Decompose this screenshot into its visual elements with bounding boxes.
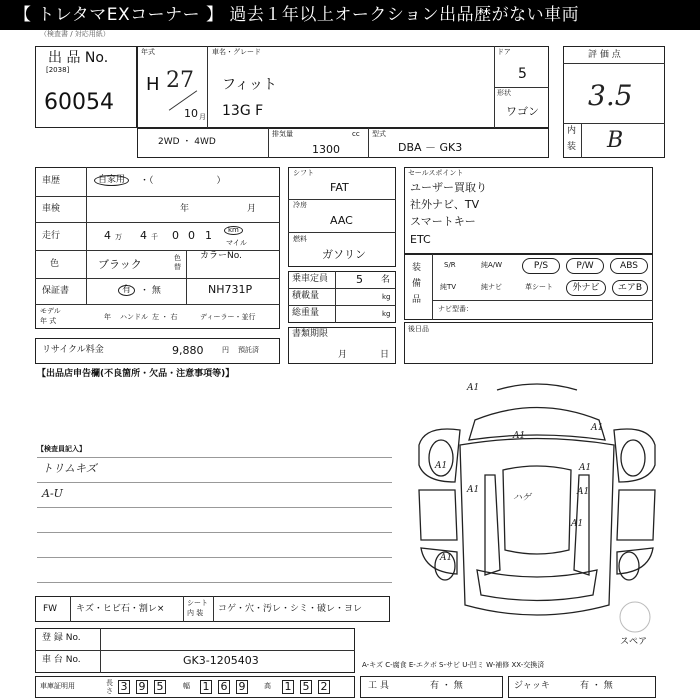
capacity-unit: 名 bbox=[381, 275, 391, 285]
interior-items: コゲ・穴・汚レ・シミ・破レ・ヨレ bbox=[218, 604, 363, 614]
ac-label: 冷房 bbox=[293, 201, 307, 209]
recycle-value: 9,880 bbox=[172, 344, 204, 357]
equip-alloy: 純A/W bbox=[481, 261, 503, 269]
doc-deadline-month: 月 bbox=[338, 350, 348, 360]
car-damage-diagram bbox=[405, 370, 670, 630]
warranty-label: 保証書 bbox=[42, 286, 70, 296]
diagram-mark-3: A1 bbox=[591, 423, 604, 433]
width-digit-3: 9 bbox=[236, 680, 248, 694]
declaration-label: 【出品店申告欄(不良箇所・欠品・注意事項等)】 bbox=[37, 369, 235, 379]
diagram-mark-10: ハゲ bbox=[513, 493, 532, 503]
recycle-note: 預託済 bbox=[238, 346, 259, 354]
shift-value: FAT bbox=[330, 181, 349, 194]
doors-value: 5 bbox=[518, 66, 527, 82]
capacity-label: 乗車定員 bbox=[292, 274, 329, 284]
gross-unit: kg bbox=[382, 310, 391, 318]
inspector-label: 【検査員記入】 bbox=[37, 445, 86, 453]
model-grade: 13G F bbox=[222, 103, 264, 119]
displacement-unit: cc bbox=[352, 130, 360, 138]
equip-pw: P/W bbox=[566, 258, 604, 274]
shift-label: シフト bbox=[293, 169, 314, 177]
shape-label: 形状 bbox=[497, 89, 511, 97]
mileage-digit-3: 1 bbox=[205, 229, 212, 242]
history-label: 車歴 bbox=[42, 176, 61, 186]
diagram-mark-9: A1 bbox=[571, 519, 584, 529]
handle-label: ハンドル bbox=[120, 313, 148, 321]
page-banner: 【 トレタマEXコーナー 】 過去１年以上オークション出品歴がない車両 bbox=[0, 0, 700, 30]
load-label: 積載量 bbox=[292, 291, 320, 301]
year-era: H bbox=[146, 74, 160, 95]
interior-label-2: 装 bbox=[567, 142, 577, 152]
equip-airbag: エアB bbox=[612, 280, 648, 296]
damage-legend: A-キズ C-腐食 E-エクボ S-サビ U-凹ミ W-補修 XX-交換済 bbox=[362, 661, 545, 669]
height-digit-2: 5 bbox=[300, 680, 312, 694]
type-value: DBA － GK3 bbox=[398, 141, 463, 154]
tools-value: 有 ・ 無 bbox=[430, 681, 463, 691]
sales-point-1: ユーザー買取り bbox=[410, 181, 487, 194]
warranty-yes: 有 bbox=[118, 285, 135, 296]
score-value: 3.5 bbox=[588, 79, 633, 112]
year-label: 年式 bbox=[141, 48, 155, 56]
equip-tv: 純TV bbox=[440, 283, 457, 291]
load-unit: kg bbox=[382, 293, 391, 301]
model-year-label-2: 年 式 bbox=[40, 317, 57, 325]
type-label: 型式 bbox=[372, 130, 386, 138]
aftermarket-label: 後日品 bbox=[408, 325, 429, 333]
diagram-mark-8: A1 bbox=[440, 553, 453, 563]
mileage-sen-unit: 千 bbox=[151, 233, 158, 241]
mileage-man: 4 bbox=[104, 229, 111, 242]
drive-type: 2WD ・ 4WD bbox=[158, 137, 216, 147]
equip-leather: 革シート bbox=[525, 283, 553, 291]
doc-deadline-day: 日 bbox=[380, 350, 390, 360]
ac-value: AAC bbox=[330, 214, 353, 227]
year-month-unit: 月 bbox=[199, 113, 206, 121]
warranty-no: ・ 無 bbox=[140, 286, 161, 296]
equipment-label-2: 備 bbox=[412, 279, 422, 289]
lot-number: 60054 bbox=[44, 90, 114, 115]
color-repaint: 色替 bbox=[174, 254, 181, 271]
mileage-sen: 4 bbox=[140, 229, 147, 242]
fw-label: FW bbox=[43, 604, 58, 614]
model-label: 車名・グレード bbox=[212, 48, 261, 56]
interior-grade: B bbox=[607, 128, 624, 153]
diagram-mark-1: A1 bbox=[467, 383, 480, 393]
year-value: 27 bbox=[166, 68, 194, 93]
inspector-note-2: A-U bbox=[42, 487, 63, 500]
mileage-digit-2: 0 bbox=[188, 229, 195, 242]
fuel-label: 燃料 bbox=[293, 235, 307, 243]
recycle-unit: 円 bbox=[222, 346, 229, 354]
color-code-label: カラーNo. bbox=[200, 251, 242, 261]
shape-value: ワゴン bbox=[506, 105, 539, 118]
equip-sr: S/R bbox=[444, 261, 456, 269]
tools-label: 工 具 bbox=[368, 681, 389, 691]
equip-aftermarket-navi: 外ナビ bbox=[566, 280, 606, 296]
chassis-label: 車 台 No. bbox=[42, 655, 81, 665]
fuel-value: ガソリン bbox=[322, 248, 366, 261]
interior-label-1: 内 bbox=[567, 126, 577, 136]
gross-label: 総重量 bbox=[292, 308, 320, 318]
chassis-value: GK3-1205403 bbox=[183, 654, 259, 667]
jack-value: 有 ・ 無 bbox=[580, 681, 613, 691]
sales-point-3: スマートキー bbox=[410, 215, 476, 228]
model-name: フィット bbox=[222, 77, 277, 93]
lot-label: 出 品 No. bbox=[48, 50, 109, 66]
seat-label-2: 内 装 bbox=[187, 609, 204, 617]
length-label: 長さ bbox=[106, 679, 113, 695]
diagram-mark-6: A1 bbox=[467, 485, 480, 495]
equip-ps: P/S bbox=[522, 258, 560, 274]
width-digit-1: 1 bbox=[200, 680, 212, 694]
displacement-label: 排気量 bbox=[272, 130, 293, 138]
jack-label: ジャッキ bbox=[514, 681, 550, 691]
model-year-unit: 年 bbox=[104, 313, 111, 321]
mileage-man-unit: 万 bbox=[115, 233, 122, 241]
equip-abs: ABS bbox=[610, 258, 648, 274]
lot-code: [2038] bbox=[46, 66, 70, 74]
diagram-mark-4: A1 bbox=[435, 461, 448, 471]
diagram-mark-5: A1 bbox=[579, 463, 592, 473]
certificate-label: 車庫証明用 bbox=[40, 682, 75, 690]
width-label: 幅 bbox=[183, 682, 190, 690]
mileage-unit-mile: マイル bbox=[226, 239, 247, 247]
capacity-value: 5 bbox=[356, 273, 363, 286]
inspection-label: 車検 bbox=[42, 204, 61, 214]
height-label: 高 bbox=[264, 682, 271, 690]
history-rest: ・（ ） bbox=[140, 176, 226, 186]
score-label: 評 価 点 bbox=[588, 50, 621, 60]
dealer-label: ディーラー・並行 bbox=[200, 313, 256, 321]
navi-model-label: ナビ型番： bbox=[438, 305, 473, 313]
color-value: ブラック bbox=[98, 258, 142, 271]
aftermarket-box bbox=[404, 322, 653, 364]
registration-label: 登 録 No. bbox=[42, 633, 81, 643]
diagram-mark-2: A1 bbox=[513, 431, 526, 441]
length-digit-1: 3 bbox=[118, 680, 130, 694]
mileage-digit-1: 0 bbox=[172, 229, 179, 242]
doors-label: ドア bbox=[497, 48, 511, 56]
inspection-month: 月 bbox=[247, 204, 257, 214]
spare-tire-icon bbox=[618, 600, 652, 634]
inspector-note-1: トリムキズ bbox=[42, 462, 97, 475]
displacement-value: 1300 bbox=[312, 143, 340, 156]
mileage-label: 走行 bbox=[42, 231, 61, 241]
height-digit-3: 2 bbox=[318, 680, 330, 694]
year-month: 10 bbox=[184, 107, 198, 120]
handle-value: 左 ・ 右 bbox=[152, 313, 178, 321]
length-digit-2: 9 bbox=[136, 680, 148, 694]
sales-points-label: セールスポイント bbox=[408, 169, 464, 177]
sales-point-2: 社外ナビ、TV bbox=[410, 198, 480, 211]
equip-navi: 純ナビ bbox=[481, 283, 502, 291]
history-value: 自家用 bbox=[94, 175, 129, 186]
sales-point-4: ETC bbox=[410, 233, 431, 246]
width-digit-2: 6 bbox=[218, 680, 230, 694]
recycle-label: リサイクル料金 bbox=[42, 345, 104, 355]
top-note: （検査書 / 対応用紙） bbox=[40, 30, 110, 38]
equipment-label-1: 装 bbox=[412, 263, 422, 273]
doc-deadline-label: 書類期限 bbox=[292, 329, 329, 339]
equipment-label-3: 品 bbox=[412, 295, 422, 305]
model-year-label-1: モデル bbox=[40, 307, 61, 315]
color-code: NH731P bbox=[208, 283, 253, 296]
mileage-unit-km: km bbox=[224, 226, 243, 235]
fw-items: キズ・ヒビ石・割レ× bbox=[76, 604, 165, 614]
height-digit-1: 1 bbox=[282, 680, 294, 694]
diagram-mark-7: A1 bbox=[577, 487, 590, 497]
spare-label: スペア bbox=[620, 637, 648, 647]
inspection-year: 年 bbox=[180, 204, 190, 214]
length-digit-3: 5 bbox=[154, 680, 166, 694]
seat-label-1: シート bbox=[187, 599, 208, 607]
color-label: 色 bbox=[50, 259, 60, 269]
